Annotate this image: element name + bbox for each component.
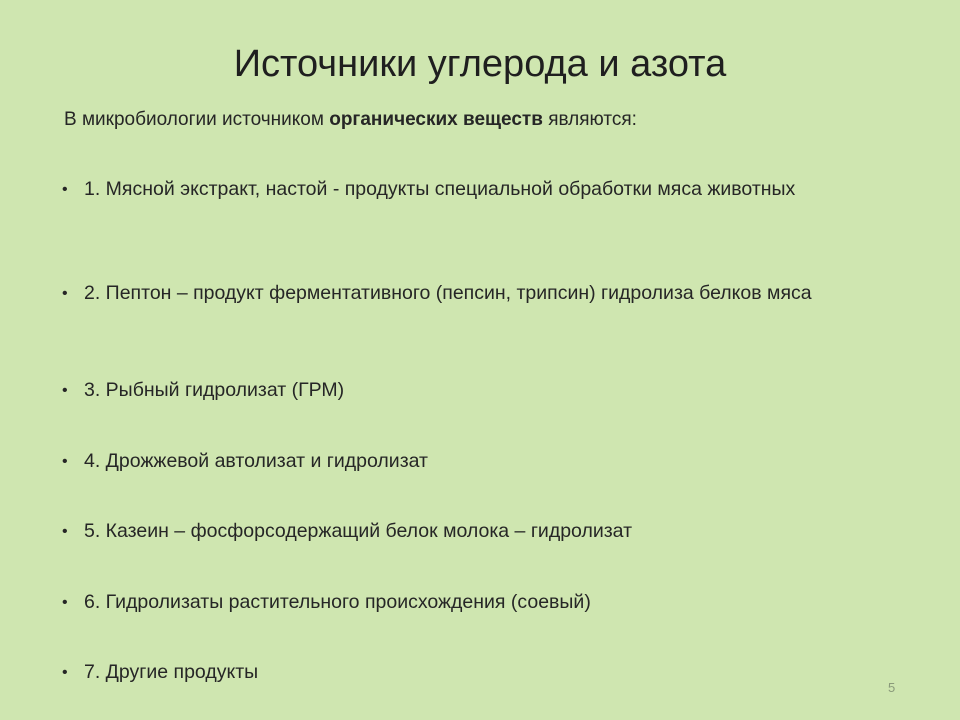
bullet-icon: • bbox=[62, 664, 68, 681]
list-item bbox=[64, 446, 904, 477]
page-number: 5 bbox=[888, 680, 896, 695]
list-item bbox=[64, 375, 904, 406]
intro-text-before: В микробиологии источником bbox=[64, 109, 330, 130]
slide-title: Источники углерода и азота bbox=[233, 43, 727, 85]
list-item bbox=[64, 657, 904, 688]
list-item bbox=[64, 278, 904, 309]
intro-text-after: являются: bbox=[542, 109, 637, 130]
intro-text-bold: органических веществ bbox=[329, 109, 543, 130]
bullet-icon: • bbox=[62, 594, 68, 611]
list-item-text: 2. Пептон – продукт ферментативного (пепсин, трипсин) гидролиза белков мяса bbox=[84, 282, 812, 304]
list-item-text: 1. Мясной экстракт, настой - продукты специальной обработки мяса животных bbox=[84, 178, 796, 200]
bullet-icon: • bbox=[62, 523, 68, 540]
bullet-icon: • bbox=[62, 382, 68, 399]
bullet-icon: • bbox=[62, 453, 68, 470]
list-item-text: 4. Дрожжевой автолизат и гидролизат bbox=[84, 450, 428, 472]
list-item-text: 3. Рыбный гидролизат (ГРМ) bbox=[84, 379, 345, 401]
list-item-text: 6. Гидролизаты растительного происхождения (соевый) bbox=[84, 591, 591, 613]
list-item-text: 5. Казеин – фосфорсодержащий белок молока – гидролизат bbox=[84, 520, 633, 542]
bullet-icon: • bbox=[62, 285, 68, 302]
intro-paragraph bbox=[64, 106, 904, 134]
list-item bbox=[64, 516, 904, 547]
list-item bbox=[64, 174, 904, 205]
bullet-icon: • bbox=[62, 181, 68, 198]
list-item bbox=[64, 587, 904, 618]
list-item-text: 7. Другие продукты bbox=[84, 661, 259, 683]
